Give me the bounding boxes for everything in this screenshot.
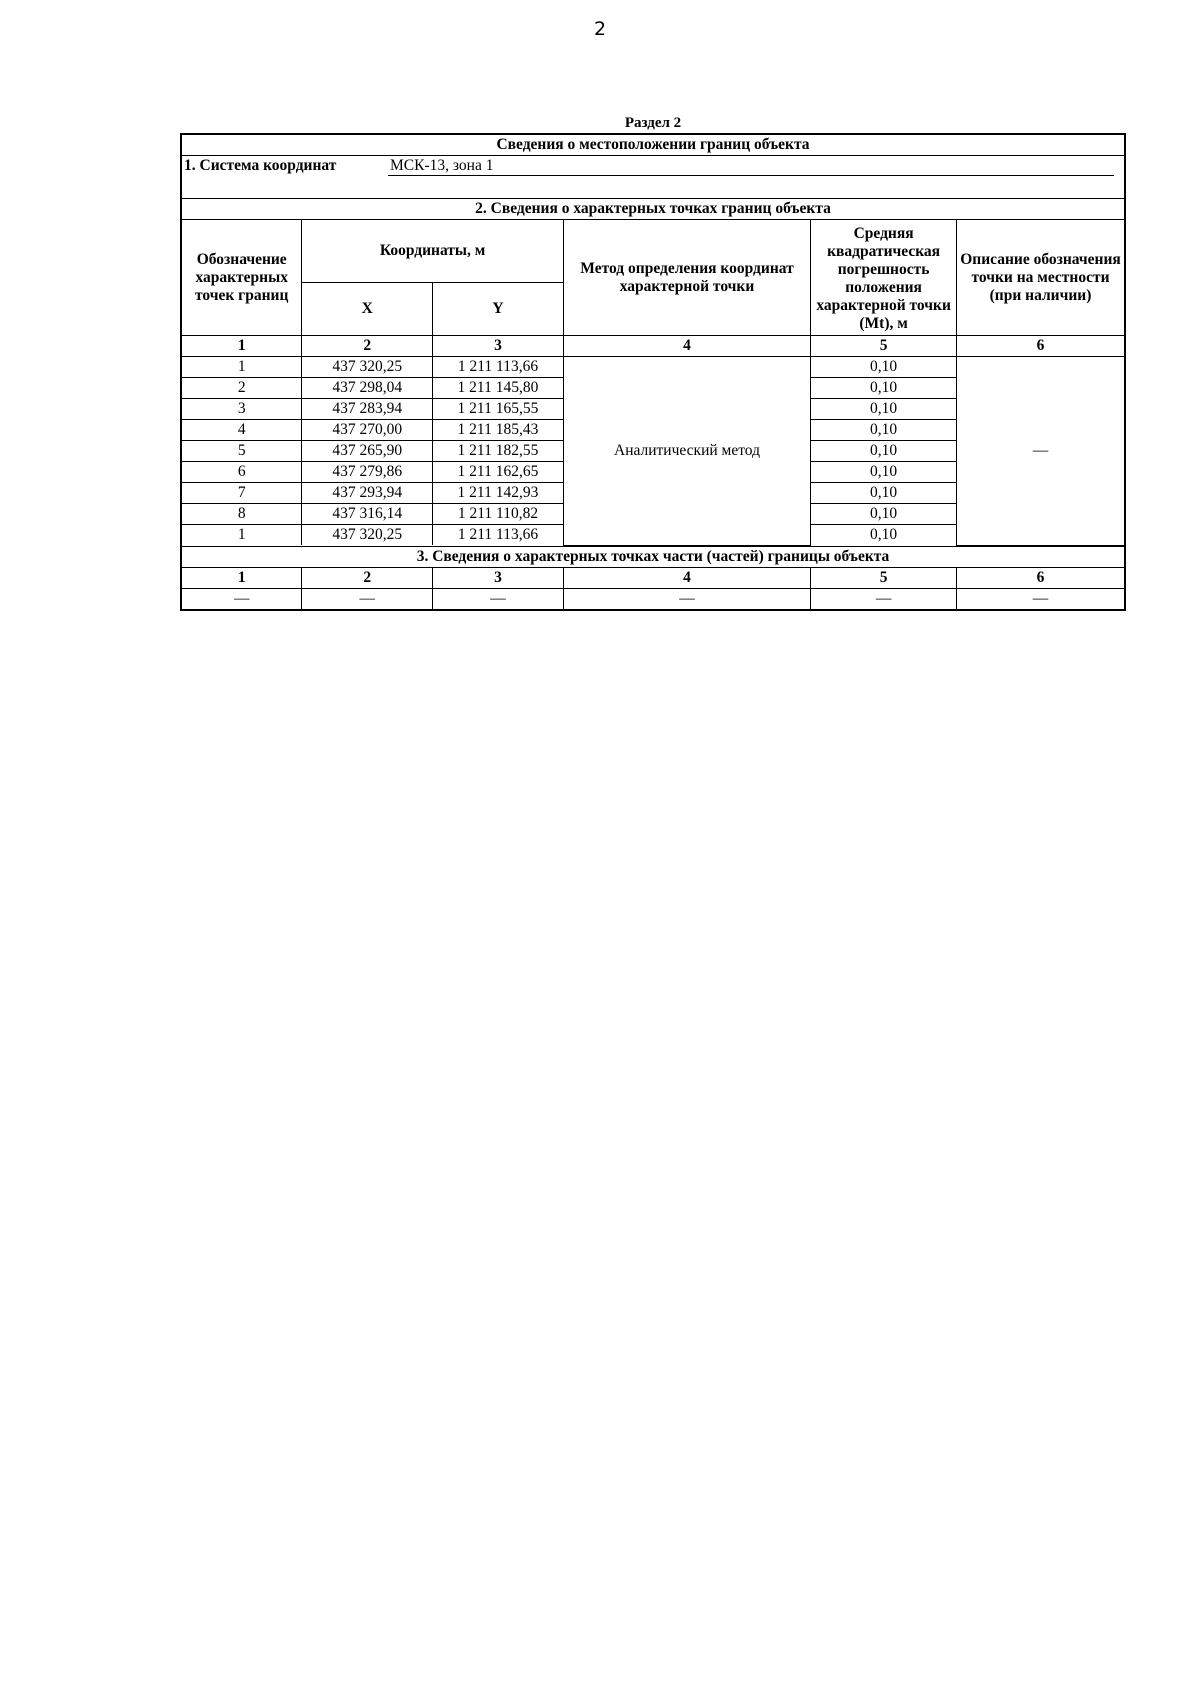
- column-number: 2: [302, 336, 433, 357]
- column-number: 1: [182, 567, 302, 588]
- header-y: Y: [433, 283, 564, 336]
- description-cell: —: [957, 357, 1124, 546]
- point-error: 0,10: [811, 504, 957, 525]
- table-row: [182, 357, 1124, 378]
- point-number: 4: [182, 420, 302, 441]
- column-number: 4: [563, 567, 810, 588]
- column-number: 2: [302, 567, 433, 588]
- point-error: 0,10: [811, 483, 957, 504]
- header-x: X: [302, 283, 433, 336]
- point-y: 1 211 145,80: [433, 378, 564, 399]
- coordinate-system-label: 1. Система координат: [184, 157, 337, 174]
- point-number: 1: [182, 525, 302, 546]
- empty-cell: —: [433, 588, 564, 609]
- empty-cell: —: [563, 588, 810, 609]
- point-x: 437 279,86: [302, 462, 433, 483]
- column-number: 3: [433, 567, 564, 588]
- point-y: 1 211 162,65: [433, 462, 564, 483]
- point-y: 1 211 142,93: [433, 483, 564, 504]
- points-table: [182, 220, 1124, 546]
- header-error: Средняя квадратическая погрешность положения характерной точки (Mt), м: [811, 220, 957, 336]
- point-y: 1 211 113,66: [433, 357, 564, 378]
- header-coordinates: Координаты, м: [302, 220, 563, 283]
- point-x: 437 320,25: [302, 357, 433, 378]
- point-error: 0,10: [811, 357, 957, 378]
- header-method: Метод определения координат характерной точки: [563, 220, 810, 336]
- parts-table: [182, 567, 1124, 609]
- point-error: 0,10: [811, 441, 957, 462]
- point-y: 1 211 185,43: [433, 420, 564, 441]
- point-number: 5: [182, 441, 302, 462]
- empty-cell: —: [182, 588, 302, 609]
- point-x: 437 265,90: [302, 441, 433, 462]
- point-y: 1 211 113,66: [433, 525, 564, 546]
- column-number: 4: [563, 336, 810, 357]
- table-row: [182, 588, 1124, 609]
- point-error: 0,10: [811, 462, 957, 483]
- empty-cell: —: [302, 588, 433, 609]
- point-x: 437 316,14: [302, 504, 433, 525]
- point-y: 1 211 182,55: [433, 441, 564, 462]
- empty-cell: —: [957, 588, 1124, 609]
- point-number: 1: [182, 357, 302, 378]
- header-description: Описание обозначения точки на местности (при наличии): [957, 220, 1124, 336]
- coordinate-system-row: [182, 156, 1124, 176]
- page-number: 2: [593, 18, 607, 40]
- column-number: 5: [811, 567, 957, 588]
- point-error: 0,10: [811, 399, 957, 420]
- column-number-row: [182, 336, 1124, 357]
- points-section-title: 2. Сведения о характерных точках границ объекта: [182, 199, 1124, 220]
- column-number: 1: [182, 336, 302, 357]
- column-number: 3: [433, 336, 564, 357]
- point-x: 437 298,04: [302, 378, 433, 399]
- point-number: 3: [182, 399, 302, 420]
- point-x: 437 283,94: [302, 399, 433, 420]
- method-cell: Аналитический метод: [563, 357, 810, 546]
- point-error: 0,10: [811, 420, 957, 441]
- point-x: 437 320,25: [302, 525, 433, 546]
- column-number: 6: [957, 336, 1124, 357]
- empty-cell: —: [811, 588, 957, 609]
- section-title: Раздел 2: [624, 115, 682, 131]
- point-number: 8: [182, 504, 302, 525]
- block-title: Сведения о местоположении границ объекта: [182, 135, 1124, 156]
- point-number: 6: [182, 462, 302, 483]
- coordinate-system-spacer: [182, 176, 1124, 199]
- coordinate-system-value: МСК-13, зона 1: [388, 156, 1114, 176]
- point-number: 2: [182, 378, 302, 399]
- point-error: 0,10: [811, 525, 957, 546]
- parts-section-title: 3. Сведения о характерных точках части (частей) границы объекта: [182, 546, 1124, 567]
- point-error: 0,10: [811, 378, 957, 399]
- point-number: 7: [182, 483, 302, 504]
- column-number: 6: [957, 567, 1124, 588]
- point-x: 437 293,94: [302, 483, 433, 504]
- boundary-info-block: [180, 133, 1126, 611]
- header-designation: Обозначение характерных точек границ: [182, 220, 302, 336]
- point-y: 1 211 110,82: [433, 504, 564, 525]
- point-y: 1 211 165,55: [433, 399, 564, 420]
- point-x: 437 270,00: [302, 420, 433, 441]
- column-number: 5: [811, 336, 957, 357]
- column-number-row: [182, 567, 1124, 588]
